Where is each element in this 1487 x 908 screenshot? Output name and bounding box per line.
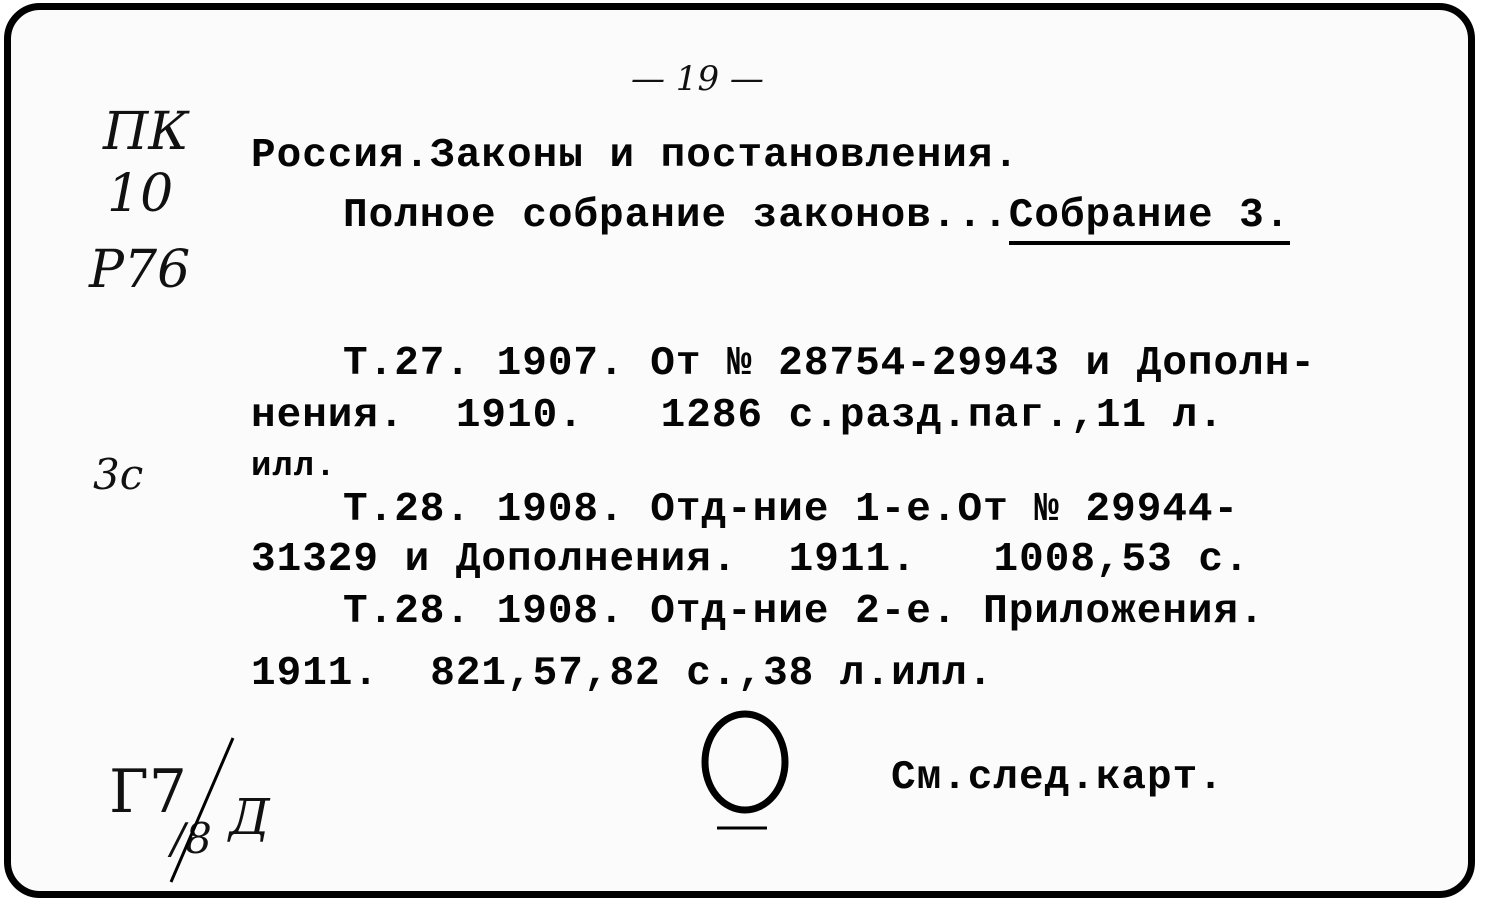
- title-prefix: Полное собрание законов...: [343, 193, 1009, 239]
- heading: Россия.Законы и постановления.: [251, 133, 1020, 179]
- punch-hole-outline: [705, 714, 785, 810]
- fraction-slash: [171, 738, 233, 882]
- see-next-card: См.след.карт.: [891, 755, 1224, 801]
- shelfmark-line-2: 10: [107, 164, 174, 224]
- title-underlined: Собрание 3.: [1009, 193, 1291, 245]
- bottom-mark-suffix: Д: [229, 788, 270, 846]
- entry-line-3: илл.: [251, 448, 337, 486]
- catalog-card: [4, 3, 1475, 898]
- bottom-mark-main: Г7: [109, 757, 187, 827]
- entry-line-4: Т.28. 1908. Отд-ние 1-е.От № 29944-: [343, 487, 1240, 533]
- entry-line-2: нения. 1910. 1286 с.разд.паг.,11 л.: [251, 393, 1224, 439]
- entry-line-1: Т.27. 1907. От № 28754-29943 и Дополн-: [343, 341, 1316, 387]
- entry-line-6: Т.28. 1908. Отд-ние 2-е. Приложения.: [343, 589, 1265, 635]
- shelfmark-line-1: ПК: [103, 102, 189, 162]
- card-decorations: [11, 10, 1475, 898]
- page-number: — 19 —: [631, 59, 764, 99]
- margin-note: 3с: [93, 450, 144, 499]
- entry-line-5: 31329 и Дополнения. 1911. 1008,53 с.: [251, 537, 1250, 583]
- entry-line-7: 1911. 821,57,82 с.,38 л.илл.: [251, 651, 994, 697]
- shelfmark-line-3: Р76: [89, 240, 191, 300]
- bottom-mark-fraction: /8: [171, 814, 212, 863]
